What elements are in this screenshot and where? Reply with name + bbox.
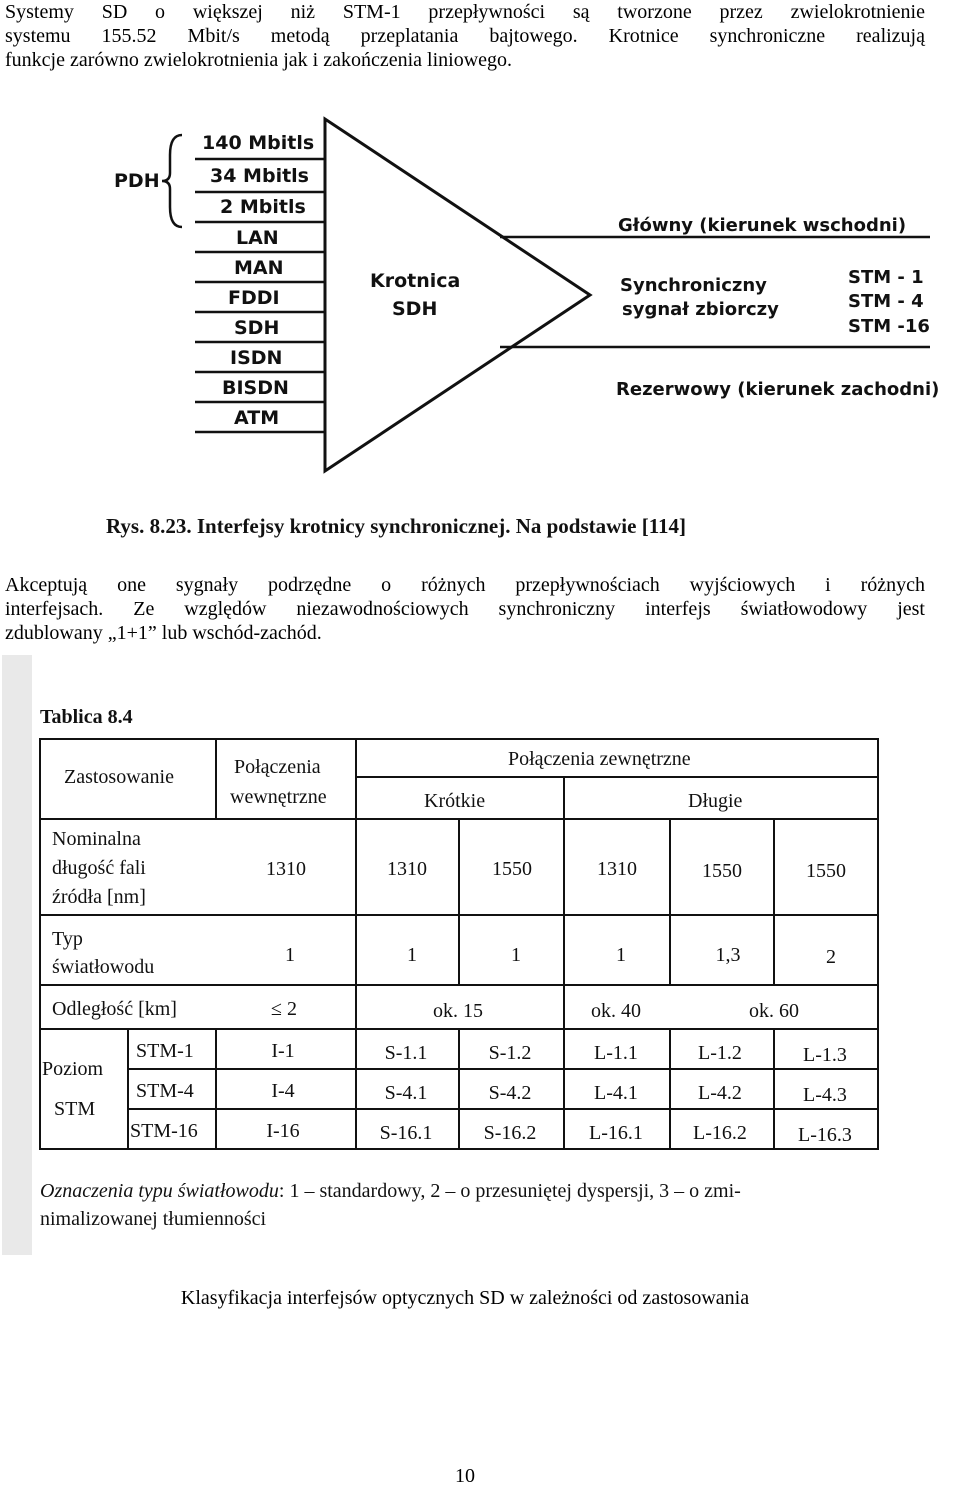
input-label: ISDN: [230, 347, 283, 369]
row-label-fiber: światłowodu: [52, 956, 155, 978]
input-label: LAN: [236, 227, 279, 249]
table-cell: I-4: [271, 1080, 295, 1102]
pdh-label: PDH: [114, 170, 160, 192]
para-line: interfejsach. Ze względów niezawodnościowych synchroniczny interfejs światłowodowy jest: [5, 598, 925, 620]
fiber-cell: 1: [285, 944, 295, 966]
sync-signal-label: Synchroniczny: [620, 275, 767, 296]
row-label-level: STM: [54, 1098, 96, 1120]
distance-cell: ≤ 2: [271, 998, 297, 1020]
fiber-cell: 2: [826, 946, 836, 968]
scan-margin: [2, 655, 32, 1255]
row-label-level: Poziom: [42, 1058, 104, 1080]
header-internal: wewnętrzne: [230, 786, 327, 808]
table-note: [40, 1180, 741, 1202]
main-direction-label: Główny (kierunek wschodni): [618, 215, 907, 236]
header-external: Połączenia zewnętrzne: [508, 748, 691, 770]
stm-level-name: STM-4: [136, 1080, 194, 1102]
intro-line: Systemy SD o większej niż STM-1 przepływności są tworzone przez zwielokrotnienie: [5, 1, 925, 23]
para-line: Akceptują one sygnały podrzędne o różnych przepływnościach wyjściowych i różnych: [5, 574, 925, 596]
wavelength-cell: 1550: [806, 860, 846, 882]
sdh-diagram: [70, 105, 960, 555]
optical-interfaces-table: [2, 655, 926, 1255]
table-cell: L-1.3: [803, 1044, 847, 1066]
input-label: 140 Mbitls: [202, 132, 315, 154]
stm-level: STM - 4: [848, 291, 924, 312]
input-label: FDDI: [228, 287, 280, 309]
row-label-fiber: Typ: [52, 928, 83, 950]
wavelength-cell: 1310: [387, 858, 427, 880]
wavelength-cell: 1310: [266, 858, 306, 880]
table-cell: S-16.2: [483, 1122, 537, 1144]
input-label: ATM: [234, 407, 280, 429]
reserve-direction-label: Rezerwowy (kierunek zachodni): [616, 379, 940, 400]
intro-line: funkcje zarówno zwielokrotnienia jak i zakończenia liniowego.: [5, 49, 513, 71]
multiplexer-triangle: [325, 119, 590, 471]
input-label: 34 Mbitls: [210, 165, 309, 187]
table-cell: L-4.1: [594, 1082, 638, 1104]
wavelength-cell: 1550: [492, 858, 532, 880]
table-cell: L-1.2: [698, 1042, 742, 1064]
distance-cell: ok. 60: [749, 1000, 799, 1022]
table-cell: S-4.2: [488, 1082, 532, 1104]
fiber-cell: 1: [616, 944, 626, 966]
table-cell: L-1.1: [594, 1042, 638, 1064]
intro-paragraph: [5, 0, 925, 72]
page-number: 10: [455, 1465, 475, 1487]
table-cell: L-4.3: [803, 1084, 847, 1106]
stm-level-name: STM-1: [136, 1040, 194, 1062]
header-internal: Połączenia: [234, 756, 321, 778]
row-label-wavelength: źródła [nm]: [52, 886, 146, 908]
stm-level-name: STM-16: [130, 1120, 198, 1142]
fiber-cell: 1,3: [715, 944, 741, 966]
table-cell: L-4.2: [698, 1082, 742, 1104]
figure-caption: Rys. 8.23. Interfejsy krotnicy synchronicznej. Na podstawie [114]: [106, 514, 687, 538]
table-cell: L-16.3: [798, 1124, 852, 1146]
table-note-continued: nimalizowanej tłumienności: [40, 1208, 267, 1230]
wavelength-cell: 1310: [597, 858, 637, 880]
table-note-text: : 1 – standardowy, 2 – o przesuniętej dyspersji, 3 – o zmi-: [278, 1180, 741, 1202]
input-label: 2 Mbitls: [220, 196, 306, 218]
pdh-brace: [162, 135, 182, 227]
table-note-label: Oznaczenia typu światłowodu: [40, 1180, 279, 1202]
table-cell: L-16.2: [693, 1122, 747, 1144]
table-cell: L-16.1: [589, 1122, 643, 1144]
row-label-wavelength: Nominalna: [52, 828, 141, 850]
table-cell: I-1: [271, 1040, 295, 1062]
fiber-cell: 1: [407, 944, 417, 966]
para-line: zdublowany „1+1” lub wschód-zachód.: [5, 622, 322, 644]
second-paragraph: [5, 573, 925, 645]
stm-level: STM - 1: [848, 267, 924, 288]
fiber-cell: 1: [511, 944, 521, 966]
table-cell: S-4.1: [384, 1082, 428, 1104]
table-cell: S-1.2: [488, 1042, 532, 1064]
input-label: SDH: [234, 317, 280, 339]
mux-label: SDH: [392, 298, 438, 320]
input-label: MAN: [234, 257, 284, 279]
table-title: Tablica 8.4: [40, 706, 133, 728]
table-cell: S-1.1: [384, 1042, 428, 1064]
header-short: Krótkie: [424, 790, 486, 812]
mux-label: Krotnica: [370, 270, 461, 292]
row-label-wavelength: długość fali: [52, 857, 146, 879]
table-svg: [2, 655, 926, 1255]
wavelength-cell: 1550: [702, 860, 742, 882]
sdh-interfaces-figure: [70, 105, 960, 555]
header-long: Długie: [688, 790, 743, 812]
table-cell: S-16.1: [379, 1122, 433, 1144]
intro-line: systemu 155.52 Mbit/s metodą przeplatania bajtowego. Krotnice synchroniczne realizują: [5, 25, 925, 47]
distance-cell: ok. 15: [433, 1000, 483, 1022]
table-cell: I-16: [266, 1120, 300, 1142]
sync-signal-label: sygnał zbiorczy: [622, 299, 779, 320]
row-label-distance: Odległość [km]: [52, 998, 177, 1020]
distance-cell: ok. 40: [591, 1000, 641, 1022]
table-caption: Klasyfikacja interfejsów optycznych SD w zależności od zastosowania: [180, 1287, 750, 1309]
input-label: BISDN: [222, 377, 289, 399]
stm-level: STM -16: [848, 316, 930, 337]
header-application: Zastosowanie: [64, 766, 174, 788]
